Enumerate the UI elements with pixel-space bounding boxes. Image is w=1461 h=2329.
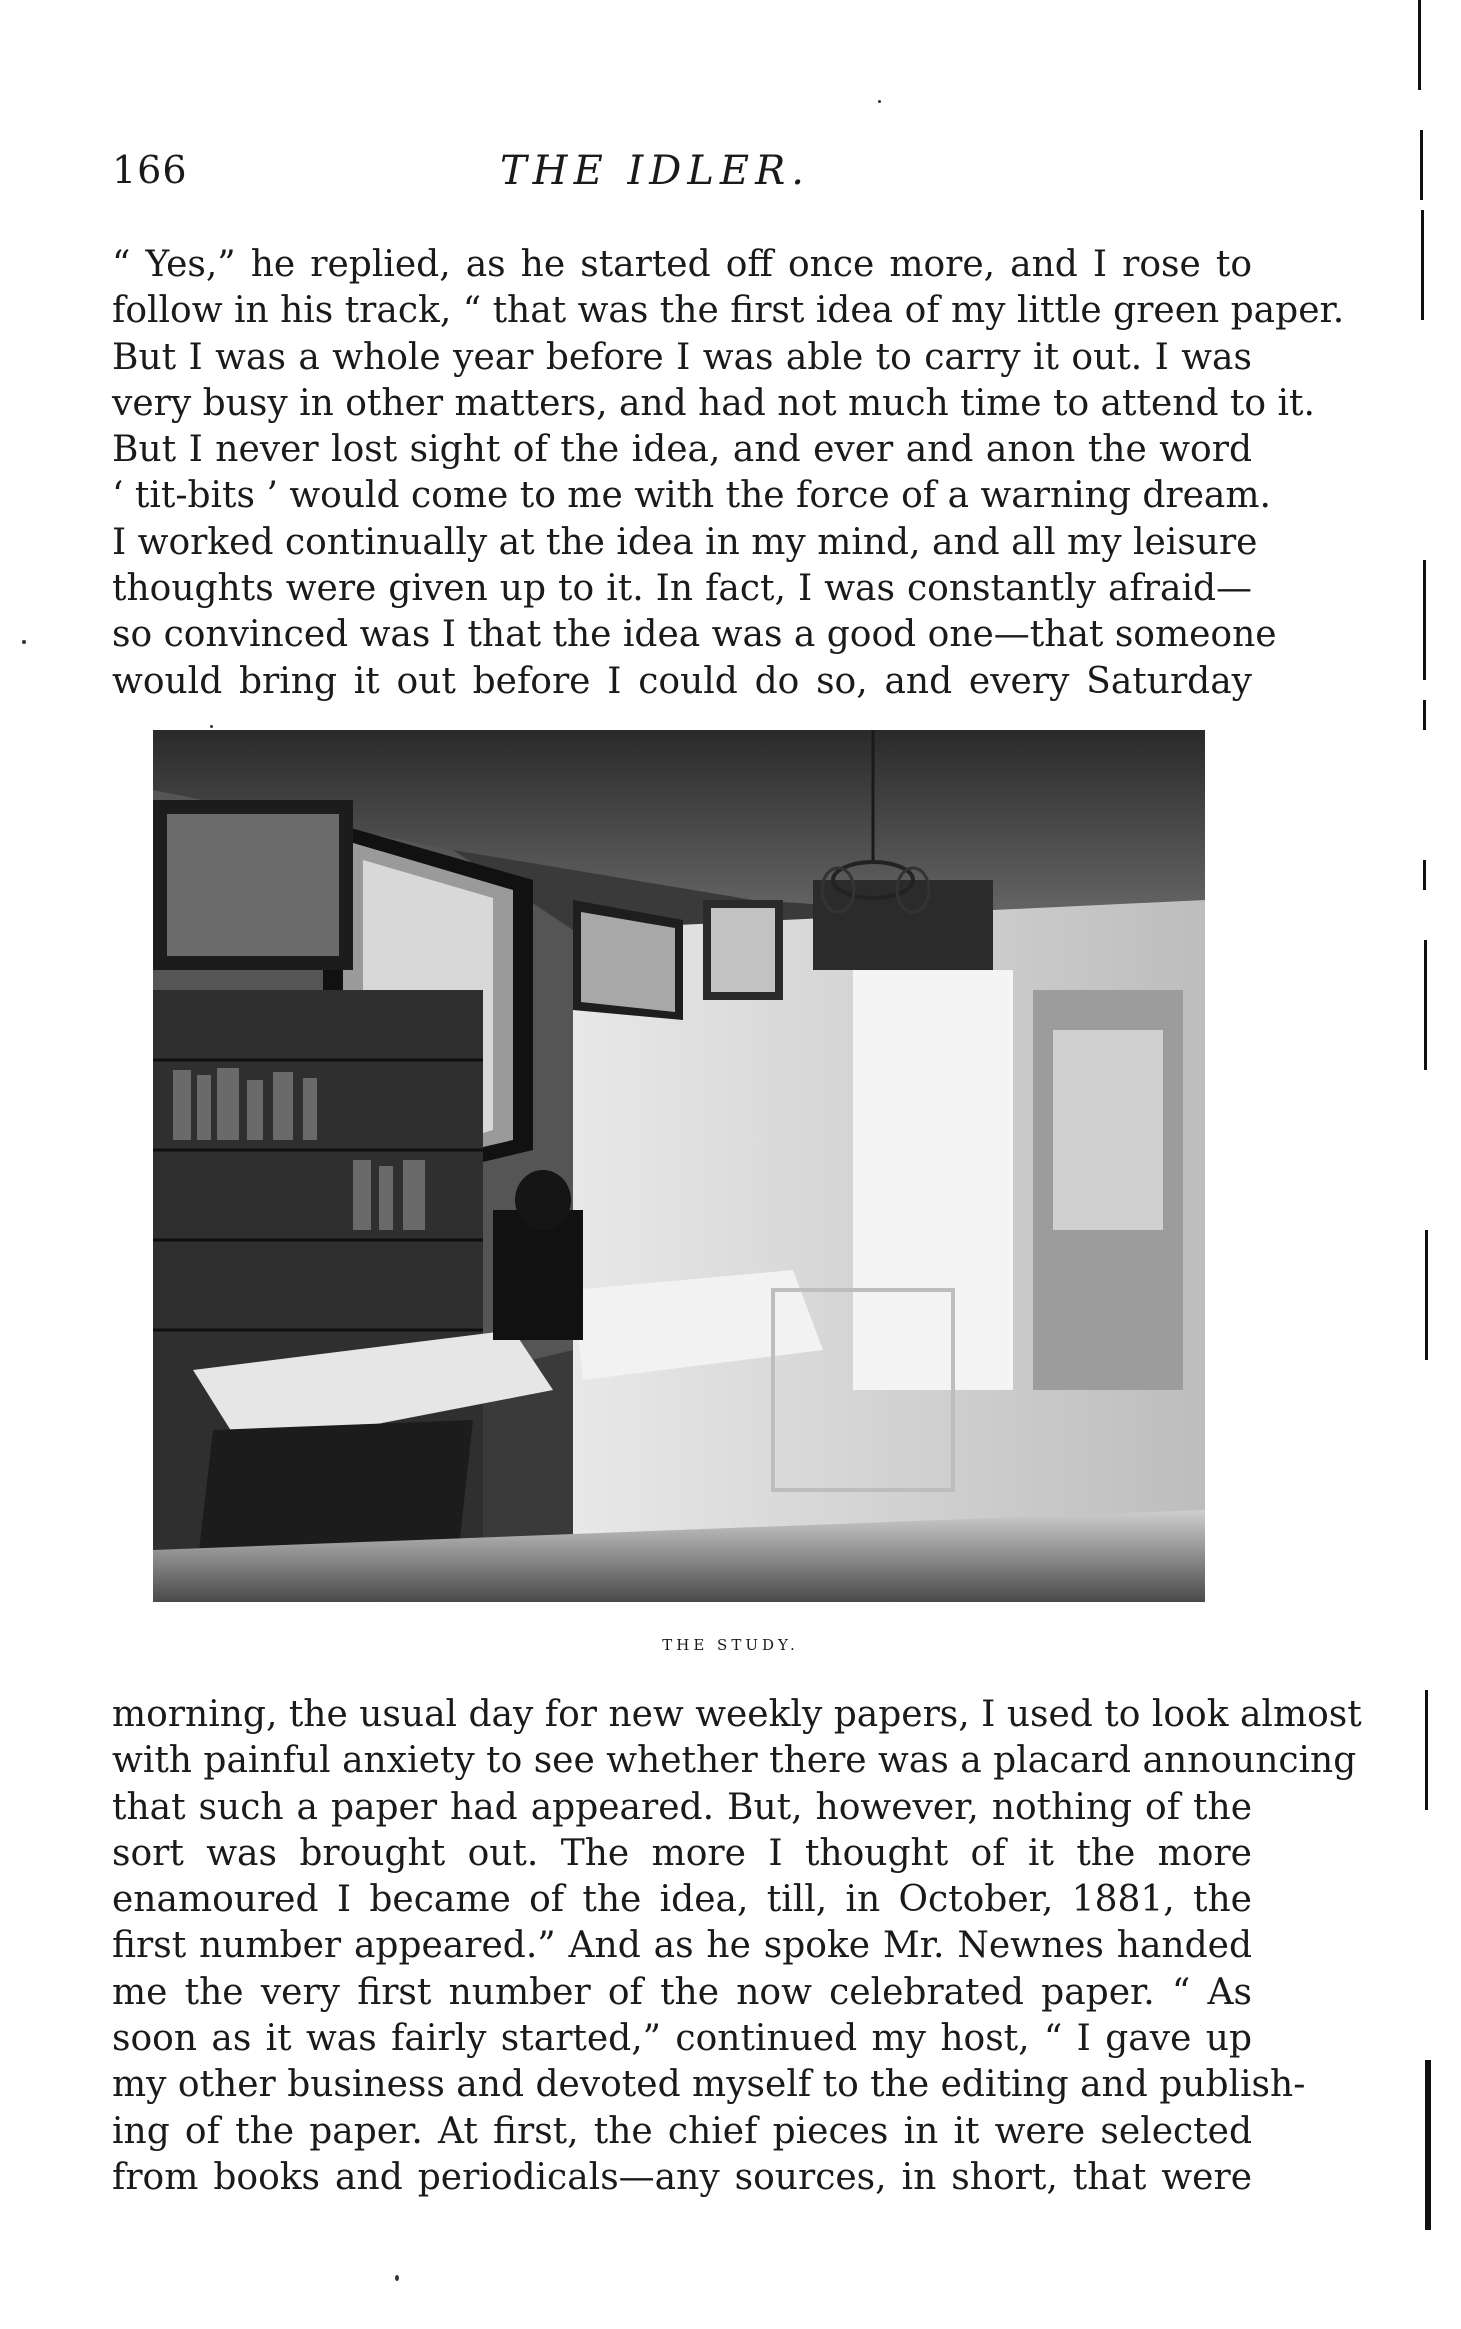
photo-caption: THE STUDY. — [662, 1636, 799, 1654]
text-line: my other business and devoted myself to the editing and publish- — [112, 2064, 1306, 2106]
text-line: But I was a whole year before I was able to carry it out. I was — [112, 336, 1252, 378]
text-line: “ Yes,” he replied, as he started off once more, and I rose to — [112, 244, 1252, 285]
text-line: with painful anxiety to see whether there was a placard announcing — [112, 1740, 1357, 1782]
text-line: would bring it out before I could do so, and every Saturday — [112, 660, 1252, 702]
text-line: so convinced was I that the idea was a good one—that someone — [112, 614, 1277, 656]
scan-mark — [1418, 0, 1421, 90]
page-number: 166 — [112, 148, 188, 192]
scan-mark — [1423, 700, 1426, 730]
text-line: sort was brought out. The more I thought of it the more — [112, 1832, 1252, 1874]
text-line: morning, the usual day for new weekly papers, I used to look almost — [112, 1694, 1362, 1735]
scan-mark — [1424, 940, 1427, 1070]
text-line: thoughts were given up to it. In fact, I was constantly afraid— — [112, 568, 1252, 610]
text-line: soon as it was fairly started,” continued my host, “ I gave up — [112, 2018, 1252, 2060]
text-line: from books and periodicals—any sources, in short, that were — [112, 2156, 1252, 2198]
text-line: But I never lost sight of the idea, and ever and anon the word — [112, 429, 1252, 471]
text-line: ing of the paper. At first, the chief pieces in it were selected — [112, 2110, 1252, 2152]
text-line: ‘ tit-bits ’ would come to me with the force of a warning dream. — [112, 475, 1271, 517]
scan-mark — [1425, 2060, 1431, 2230]
scan-mark — [1425, 1690, 1428, 1810]
scan-mark — [1420, 130, 1423, 200]
scan-speck — [22, 640, 26, 644]
scan-mark — [1423, 860, 1426, 890]
scan-mark — [1421, 210, 1424, 320]
text-line: very busy in other matters, and had not much time to attend to it. — [112, 382, 1315, 424]
paragraph-bottom — [112, 1692, 1362, 2201]
study-photograph — [153, 730, 1205, 1602]
scan-speck — [210, 725, 213, 728]
scan-speck — [878, 100, 881, 103]
text-line: I worked continually at the idea in my mind, and all my leisure — [112, 521, 1258, 563]
paragraph-top — [112, 242, 1345, 705]
scan-speck — [395, 2275, 399, 2281]
scan-mark — [1425, 1230, 1428, 1360]
text-line: first number appeared.” And as he spoke Mr. Newnes handed — [112, 1925, 1252, 1967]
text-line: follow in his track, “ that was the first idea of my little green paper. — [112, 290, 1345, 332]
text-line: that such a paper had appeared. But, however, nothing of the — [112, 1786, 1252, 1828]
text-line: me the very first number of the now celebrated paper. “ As — [112, 1971, 1252, 2013]
text-line: enamoured I became of the idea, till, in October, 1881, the — [112, 1879, 1252, 1921]
scan-mark — [1423, 560, 1426, 680]
running-head: THE IDLER. — [500, 148, 810, 194]
